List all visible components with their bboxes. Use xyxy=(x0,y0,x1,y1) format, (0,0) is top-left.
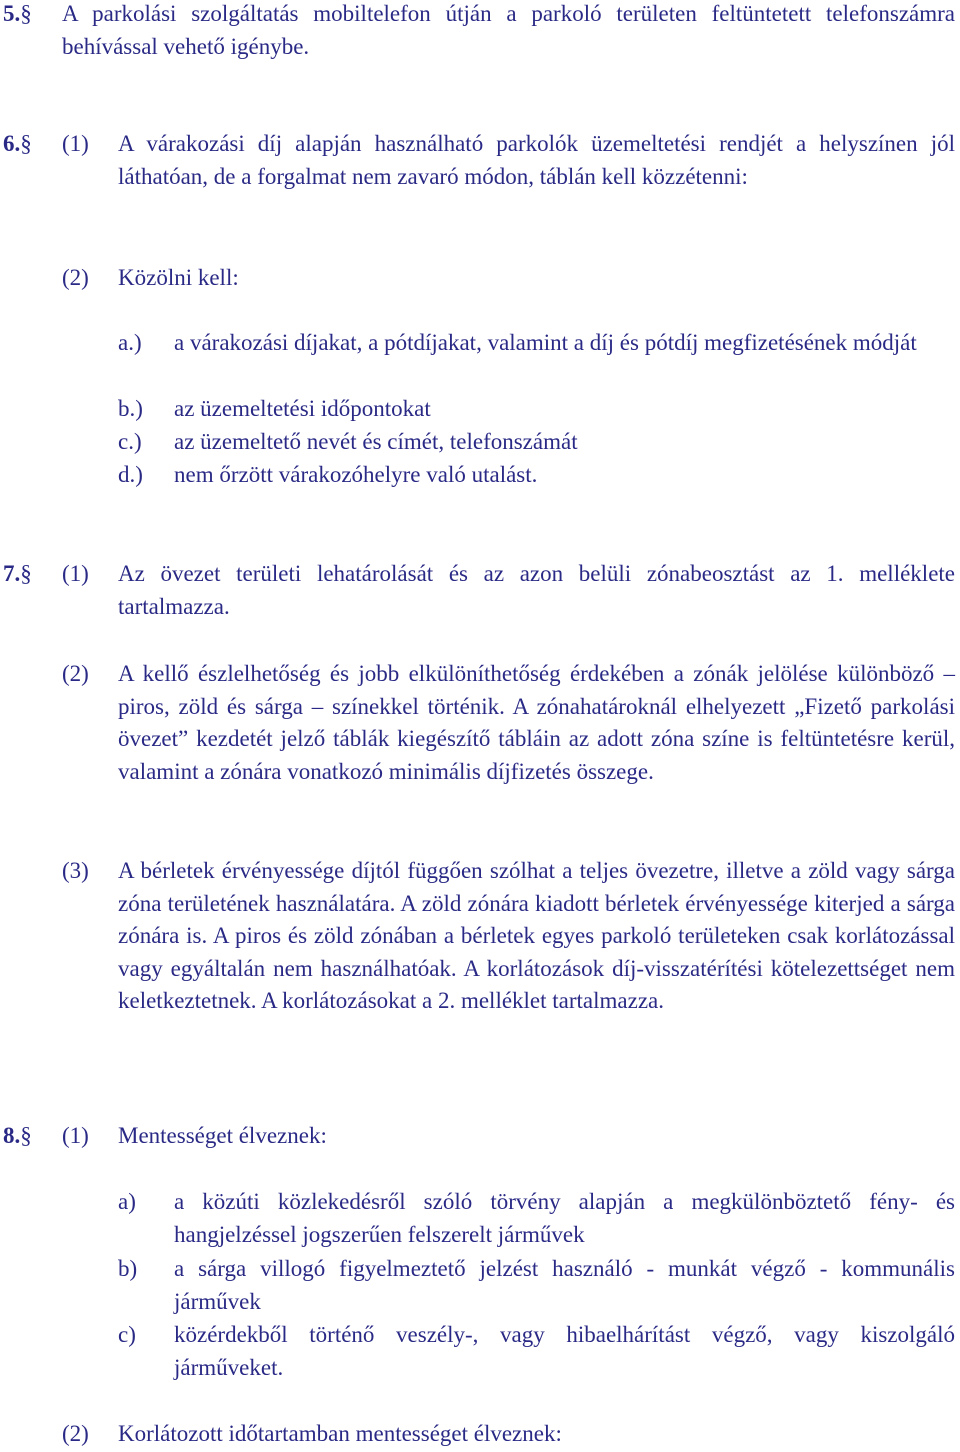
list-item-label: a) xyxy=(118,1189,136,1214)
section-8-paragraph-2: Korlátozott időtartamban mentességet élveznek: xyxy=(118,1421,562,1446)
list-item-label: d.) xyxy=(118,462,143,487)
list-item-text: nem őrzött várakozóhelyre való utalást. xyxy=(174,462,538,487)
paragraph-label: (1) xyxy=(62,561,89,586)
section-7-paragraph-3: A bérletek érvényessége díjtól függően szólhat a teljes övezetre, illetve a zöld vagy sárga zóna területének használatára. A zöld zónára kiadott bérletek érvényessége kiterjed a sárga zónára is. A piros és zöld zónában a bérletek egyes parkoló területeken csak korlátozással vagy egyáltalán nem használhatóak. A korlátozások díj-visszatérítési kötelezettséget nem keletkeztetnek. A korlátozásokat a 2. melléklet tartalmazza. xyxy=(118,858,955,1013)
section-symbol: § xyxy=(20,1,32,26)
section-6-paragraph-1: A várakozási díj alapján használható parkolók üzemeltetési rendjét a helyszínen jól láthatóan, de a forgalmat nem zavaró módon, táblán kell közzétenni: xyxy=(118,131,955,189)
section-number: 6. xyxy=(3,131,21,156)
section-7-paragraph-2: A kellő észlelhetőség és jobb elkülöníthetőség érdekében a zónák jelölése különböző – piros, zöld és sárga – színekkel történik. A zónahatároknál elhelyezett „Fizető parkolási övezet” kezdetét jelző táblák kiegészítő tábláin az adott zóna színe is feltüntetésre kerül, valamint a zónára vonatkozó minimális díjfizetés összege. xyxy=(118,661,955,784)
list-item-label: c) xyxy=(118,1322,136,1347)
list-item-text: a várakozási díjakat, a pótdíjakat, valamint a díj és pótdíj megfizetésének módját xyxy=(174,330,917,355)
section-number-8 xyxy=(3,1120,32,1153)
section-number: 7. xyxy=(3,561,21,586)
section-symbol: § xyxy=(20,131,32,156)
section-7-paragraph-1: Az övezet területi lehatárolását és az azon belüli zónabeosztást az 1. melléklete tartalmazza. xyxy=(118,561,955,619)
section-number: 5. xyxy=(3,1,21,26)
section-number-6 xyxy=(3,128,32,161)
list-item-text: az üzemeltetési időpontokat xyxy=(174,396,431,421)
section-number-5 xyxy=(3,0,32,31)
list-item-text: az üzemeltető nevét és címét, telefonszámát xyxy=(174,429,578,454)
section-number: 8. xyxy=(3,1123,21,1148)
section-8-paragraph-1: Mentességet élveznek: xyxy=(118,1123,327,1148)
paragraph-label: (2) xyxy=(62,1421,89,1446)
paragraph-label: (2) xyxy=(62,265,89,290)
list-item-text: a sárga villogó figyelmeztető jelzést használó - munkát végző - kommunális járművek xyxy=(174,1256,955,1314)
section-number-7 xyxy=(3,558,32,591)
list-item-text: közérdekből történő veszély-, vagy hibaelhárítást végző, vagy kiszolgáló járműveket. xyxy=(174,1322,955,1380)
list-item-label: b.) xyxy=(118,396,143,421)
paragraph-label: (1) xyxy=(62,131,89,156)
section-5-text: A parkolási szolgáltatás mobiltelefon útján a parkoló területen feltüntetett telefonszámra behívással vehető igénybe. xyxy=(62,1,955,59)
list-item-text: a közúti közlekedésről szóló törvény alapján a megkülönböztető fény- és hangjelzéssel jogszerűen felszerelt járművek xyxy=(174,1189,955,1247)
paragraph-label: (2) xyxy=(62,661,89,686)
paragraph-label: (3) xyxy=(62,858,89,883)
paragraph-label: (1) xyxy=(62,1123,89,1148)
list-item-label: b) xyxy=(118,1256,138,1281)
list-item-label: c.) xyxy=(118,429,142,454)
list-item-label: a.) xyxy=(118,330,142,355)
section-symbol: § xyxy=(20,1123,32,1148)
section-6-paragraph-2: Közölni kell: xyxy=(118,265,239,290)
section-symbol: § xyxy=(20,561,32,586)
